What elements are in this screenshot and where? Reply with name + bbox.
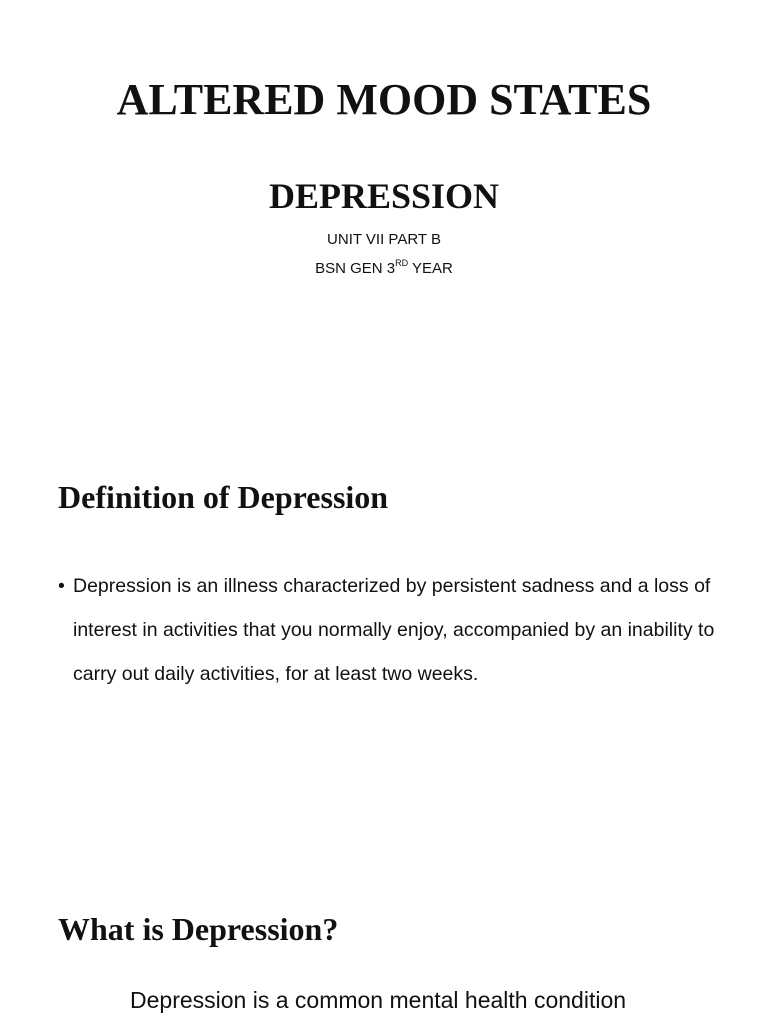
year-superscript: RD xyxy=(395,258,409,268)
what-is-heading: What is Depression? xyxy=(58,911,339,947)
definition-text: Depression is an illness characterized by persistent sadness and a loss of interest in activities that you normally enjoy, accompanied by an inability to carry out daily activities, for at least two weeks. xyxy=(73,575,715,685)
definition-bullet-item xyxy=(58,564,718,696)
title-slide xyxy=(0,0,768,440)
document-subtitle: DEPRESSION xyxy=(268,176,500,216)
year-prefix: BSN GEN 3 xyxy=(315,260,396,277)
what-is-paragraph: Depression is a common mental health condition xyxy=(130,987,627,1013)
unit-label: UNIT VII PART B xyxy=(327,231,441,248)
what-is-slide xyxy=(0,880,768,1024)
year-suffix: YEAR xyxy=(408,260,453,277)
definition-heading: Definition of Depression xyxy=(58,479,389,515)
definition-bullet-list xyxy=(58,564,718,696)
document-title: ALTERED MOOD STATES xyxy=(116,75,652,124)
definition-slide xyxy=(0,440,768,880)
year-label xyxy=(0,259,768,279)
bullet-icon: • xyxy=(58,575,65,597)
